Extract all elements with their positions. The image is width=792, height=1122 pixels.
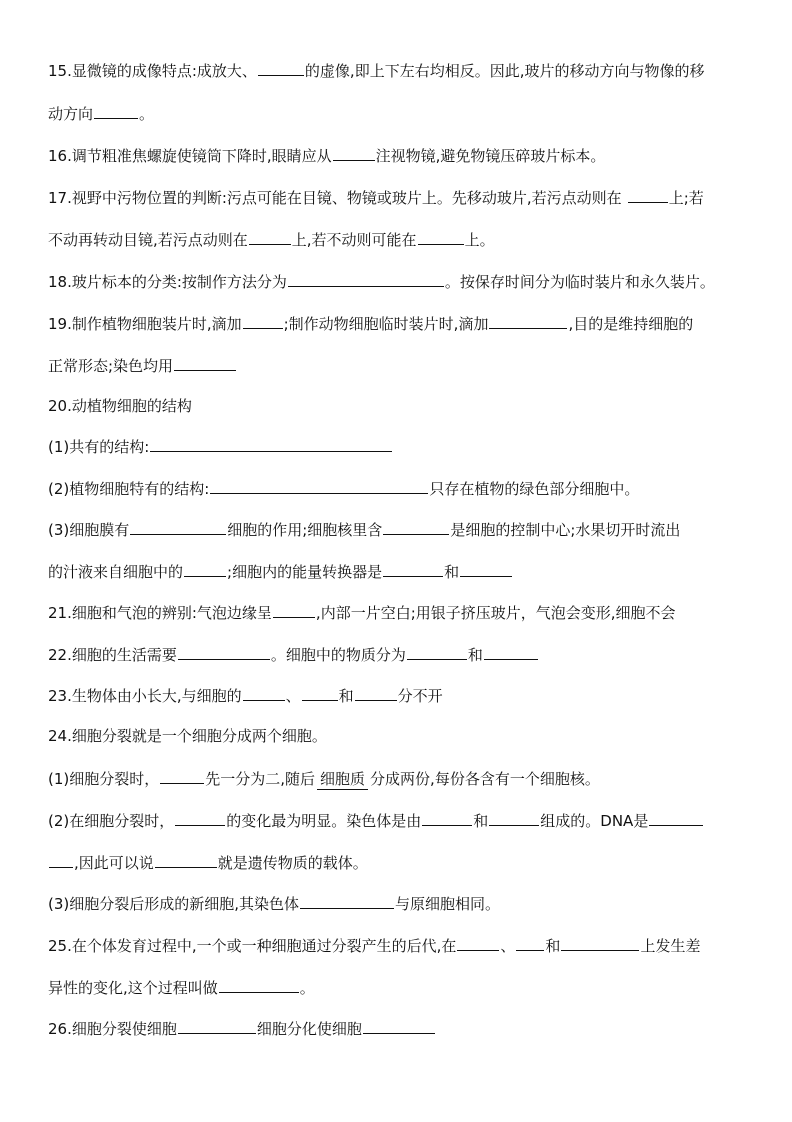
q19-text-d: 正常形态;染色均用 [48,357,174,375]
q23-text-b: 、 [285,687,301,705]
q18-text-b: 。按保存时间分为临时装片和永久装片。 [444,273,715,291]
q24-s1-line [48,768,600,790]
q20-s3-blank-4 [383,561,443,577]
q25-blank-3 [561,935,639,951]
q20-s3-line-1 [48,519,680,540]
q21-text-a: 21.细胞和气泡的辨别:气泡边缘呈 [48,604,272,622]
q20-title [48,396,192,416]
q19-blank-2 [489,313,567,329]
q25-text-c: 和 [545,937,561,955]
q24-s3-line [48,893,500,914]
q24-s2-text-a: (2)在细胞分裂时， [48,812,175,830]
q24-s2-text-d: 组成的。DNA是 [540,812,649,830]
q22-text-b: 。细胞中的物质分为 [270,646,406,664]
q20-s3-blank-5 [460,561,512,577]
q20-s3-blank-2 [383,519,449,535]
q15-text-d: 。 [139,105,155,123]
q16-line [48,145,605,166]
q20-s3-text-a: (3)细胞膜有 [48,521,130,539]
q15-blank-1 [258,60,304,76]
q25-text-a: 25.在个体发育过程中,一个或一种细胞通过分裂产生的后代,在 [48,937,457,955]
q19-text-a: 19.制作植物细胞装片时,滴加 [48,315,242,333]
q20-s3-text-c: 是细胞的控制中心;水果切开时流出 [450,521,681,539]
q17-line-2 [48,229,495,250]
q20-s3-line-2 [48,561,513,582]
q25-text-b: 、 [500,937,516,955]
q22-blank-2 [407,644,467,660]
q23-line [48,685,443,706]
q17-blank-3 [418,229,464,245]
q26-text-b: 细胞分化使细胞 [256,1020,362,1038]
q20-s3-blank-3 [184,561,226,577]
q23-text-d: 分不开 [397,687,443,705]
q15-text-c: 动方向 [48,105,94,123]
q24-s2-blank-1 [175,810,225,826]
q24-s1-text-a: (1)细胞分裂时， [48,770,160,788]
q24-s2-blank-3 [489,810,539,826]
q15-blank-2 [94,103,138,119]
q25-line-2 [48,977,315,998]
q25-text-f: 。 [299,979,315,997]
q19-line-2 [48,355,237,376]
q18-line [48,271,715,292]
q26-text-a: 26.细胞分裂使细胞 [48,1020,177,1038]
q24-s2-line-1 [48,810,704,831]
q16-blank [333,145,375,161]
q20-s2-blank [210,478,428,494]
q24-s2-text-e: ,因此可以说 [74,854,154,872]
q23-text-c: 和 [338,687,354,705]
q16-text-b: 注视物镜,避免物镜压碎玻片标本。 [375,147,606,165]
q25-blank-2 [516,935,544,951]
q20-s1-line [48,436,393,457]
q23-text-a: 23.生物体由小长大,与细胞的 [48,687,242,705]
q22-line [48,644,539,665]
q23-blank-1 [243,685,285,701]
q24-s1-text-b: 先一分为二,随后 [205,770,316,788]
q22-text-c: 和 [467,646,483,664]
q24-s2-blank-5 [49,852,73,868]
q24-s2-text-f: 就是遗传物质的载体。 [217,854,368,872]
q17-text-a: 17.视野中污物位置的判断:污点可能在目镜、物镜或玻片上。先移动玻片,若污点动则在 [48,189,622,207]
q24-s1-blank [160,768,204,784]
q26-blank-1 [178,1018,256,1034]
q20-s3-text-b: 细胞的作用;细胞核里含 [227,521,383,539]
q19-blank-1 [243,313,283,329]
q18-blank [288,271,444,287]
q16-text-a: 16.调节粗准焦螺旋使镜筒下降时,眼睛应从 [48,147,332,165]
q18-text-a: 18.玻片标本的分类:按制作方法分为 [48,273,287,291]
q17-line-1 [48,187,704,208]
q17-text-c: 不动再转动目镜,若污点动则在 [48,231,248,249]
q20-s3-text-d: 的汁液来自细胞中的 [48,563,184,581]
q24-title-text: 24.细胞分裂就是一个细胞分成两个细胞。 [48,727,327,745]
q21-blank [273,602,315,618]
q22-text-a: 22.细胞的生活需要 [48,646,177,664]
q24-s2-text-b: 的变化最为明显。染色体是由 [226,812,422,830]
q24-s2-blank-2 [422,810,472,826]
q19-blank-3 [174,355,236,371]
q15-line-2 [48,103,154,124]
q25-line-1 [48,935,700,956]
q26-blank-2 [363,1018,435,1034]
q20-s2-text-a: (2)植物细胞特有的结构: [48,480,210,498]
q19-line-1 [48,313,693,334]
q23-blank-2 [302,685,338,701]
q17-text-e: 上。 [464,231,495,249]
q23-blank-3 [355,685,397,701]
q25-blank-1 [457,935,499,951]
q17-text-b: 上;若 [668,189,704,207]
q24-s1-text-d: 分成两份,每份各含有一个细胞核。 [370,770,600,788]
q24-s2-text-c: 和 [473,812,489,830]
q15-text-b: 的虚像,即上下左右均相反。因此,玻片的移动方向与物像的移 [304,62,705,80]
q24-s1-filled-answer: 细胞质 [317,769,368,790]
q20-title-text: 20.动植物细胞的结构 [48,397,192,415]
q24-s3-text-b: 与原细胞相同。 [395,895,501,913]
q17-blank-2 [249,229,291,245]
q15-line-1 [48,60,704,81]
q24-s3-blank [300,893,394,909]
q20-s1-blank [150,436,392,452]
q21-text-b: ,内部一片空白;用银子挤压玻片，气泡会变形,细胞不会 [315,604,676,622]
q20-s3-blank-1 [130,519,226,535]
q25-blank-4 [219,977,299,993]
q15-text-a: 15.显微镜的成像特点:成放大、 [48,62,257,80]
q24-s3-text-a: (3)细胞分裂后形成的新细胞,其染色体 [48,895,300,913]
q25-text-d: 上发生差 [640,937,701,955]
q20-s1-text: (1)共有的结构: [48,438,150,456]
q24-title [48,726,327,746]
q22-blank-1 [178,644,270,660]
q24-s2-blank-6 [155,852,217,868]
q20-s2-line [48,478,639,499]
q17-text-d: 上,若不动则可能在 [291,231,417,249]
q19-text-b: ;制作动物细胞临时装片时,滴加 [283,315,489,333]
q24-s2-line-2 [48,852,368,873]
q19-text-c: ,目的是维持细胞的 [568,315,694,333]
q20-s3-text-f: 和 [444,563,460,581]
q25-text-e: 异性的变化,这个过程叫做 [48,979,218,997]
q17-blank-1 [628,187,668,203]
q26-line [48,1018,436,1039]
q22-blank-3 [484,644,538,660]
q24-s2-blank-4 [649,810,703,826]
q20-s2-text-b: 只存在植物的绿色部分细胞中。 [429,480,640,498]
q20-s3-text-e: ;细胞内的能量转换器是 [227,563,383,581]
q21-line [48,602,676,623]
